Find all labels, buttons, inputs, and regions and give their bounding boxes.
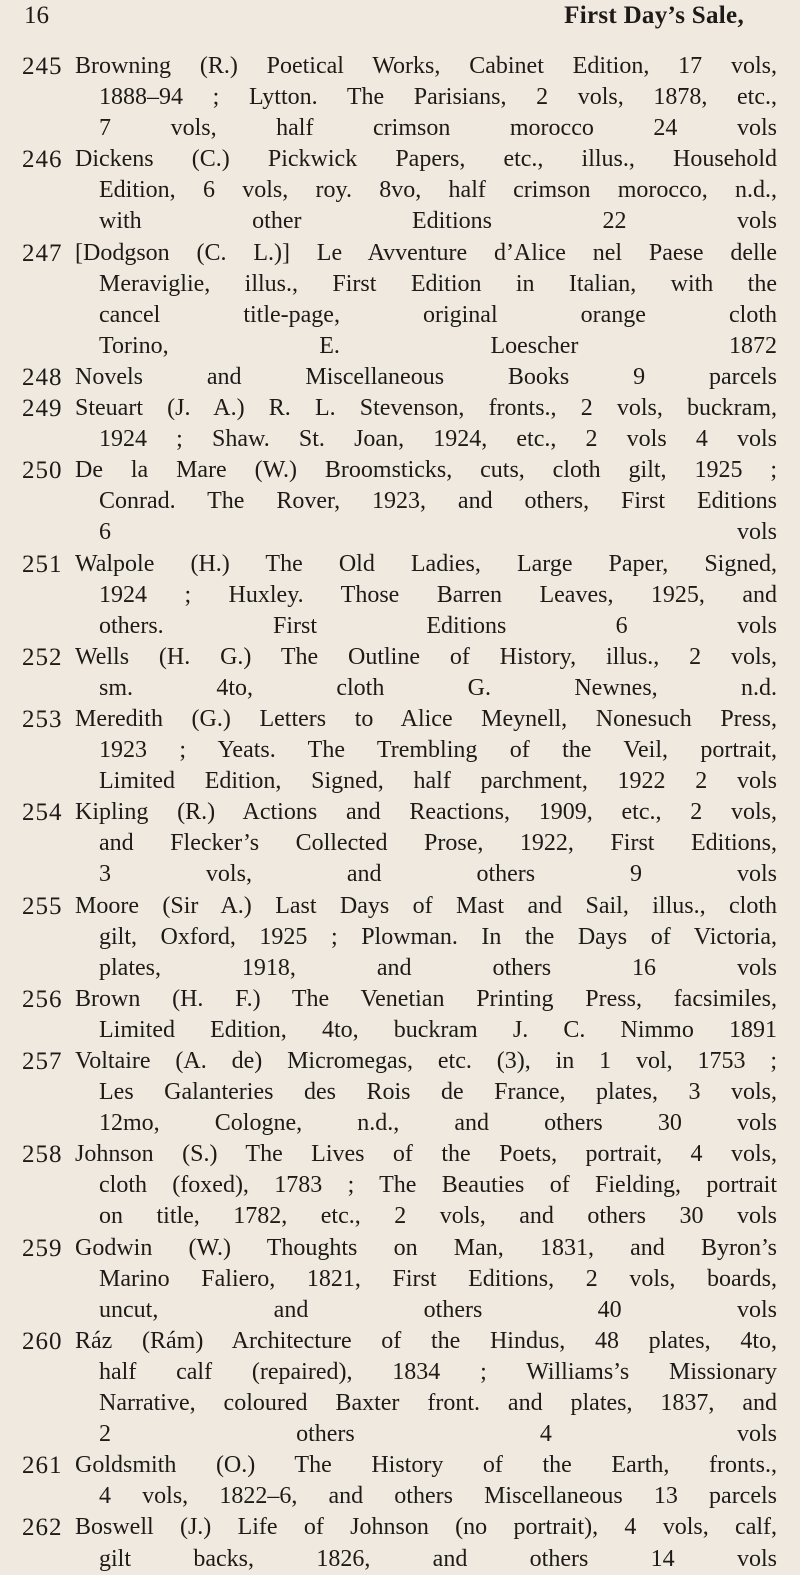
lot-number: 245 bbox=[22, 53, 63, 80]
lot-description-line: Conrad. The Rover, 1923, and others, First Editions bbox=[99, 488, 777, 515]
lot-description bbox=[75, 144, 777, 237]
lot-description-line: Steuart (J. A.) R. L. Stevenson, fronts., 2 vols, buckram, bbox=[75, 395, 777, 422]
lot-description-line: [Dodgson (C. L.)] Le Avventure d’Alice nel Paese delle bbox=[75, 239, 777, 266]
lot-entry bbox=[0, 642, 800, 704]
lot-entry bbox=[0, 797, 800, 890]
lot-description-line: Narrative, coloured Baxter front. and plates, 1837, and bbox=[99, 1390, 777, 1417]
page-number: 16 bbox=[24, 2, 49, 29]
lot-entry bbox=[0, 1139, 800, 1232]
lot-description-line: 1924 ; Huxley. Those Barren Leaves, 1925, and bbox=[99, 581, 777, 608]
lot-description bbox=[75, 455, 777, 548]
lot-number: 259 bbox=[22, 1234, 63, 1262]
lot-description bbox=[75, 393, 777, 455]
lot-description bbox=[75, 704, 777, 797]
lot-description bbox=[75, 891, 777, 984]
lot-description-line: Dickens (C.) Pickwick Papers, etc., illus., Household bbox=[75, 146, 777, 173]
lot-number: 247 bbox=[22, 239, 63, 267]
lot-number: 261 bbox=[22, 1452, 63, 1480]
lot-entry bbox=[0, 984, 800, 1046]
lot-description-line: 1888–94 ; Lytton. The Parisians, 2 vols, 1878, etc., bbox=[99, 84, 777, 111]
lot-number: 262 bbox=[22, 1514, 63, 1542]
lot-description-line: Limited Edition, Signed, half parchment, 1922 2 vols bbox=[99, 768, 777, 795]
lot-number: 255 bbox=[22, 892, 63, 920]
lot-list bbox=[0, 51, 800, 1575]
lot-description-line: and Flecker’s Collected Prose, 1922, First Editions, bbox=[99, 830, 777, 857]
lot-entry bbox=[0, 238, 800, 362]
lot-description-line: uncut, and others 40 vols bbox=[99, 1296, 777, 1323]
lot-description-line: Browning (R.) Poetical Works, Cabinet Edition, 17 vols, bbox=[75, 53, 777, 79]
lot-number: 254 bbox=[22, 799, 63, 827]
lot-description-line: Limited Edition, 4to, buckram J. C. Nimmo 1891 bbox=[99, 1016, 777, 1043]
lot-entry bbox=[0, 549, 800, 642]
lot-description-line: half calf (repaired), 1834 ; Williams’s Missionary bbox=[99, 1358, 777, 1385]
lot-description bbox=[75, 362, 777, 393]
lot-number: 260 bbox=[22, 1327, 63, 1355]
lot-number: 248 bbox=[22, 363, 63, 391]
lot-description bbox=[75, 1139, 777, 1232]
lot-description-line: Godwin (W.) Thoughts on Man, 1831, and Byron’s bbox=[75, 1234, 777, 1261]
lot-entry bbox=[0, 1326, 800, 1450]
lot-description-line: Johnson (S.) The Lives of the Poets, portrait, 4 vols, bbox=[75, 1141, 777, 1168]
lot-description-line: cloth (foxed), 1783 ; The Beauties of Fielding, portrait bbox=[99, 1172, 777, 1199]
lot-description bbox=[75, 984, 777, 1046]
lot-description-line: Wells (H. G.) The Outline of History, illus., 2 vols, bbox=[75, 643, 777, 670]
lot-entry bbox=[0, 1046, 800, 1139]
lot-description-line: Les Galanteries des Rois de France, plates, 3 vols, bbox=[99, 1079, 777, 1106]
lot-number: 249 bbox=[22, 395, 63, 423]
lot-description bbox=[75, 1512, 777, 1574]
lot-description-line: Walpole (H.) The Old Ladies, Large Paper, Signed, bbox=[75, 550, 777, 577]
lot-description-line: Goldsmith (O.) The History of the Earth, fronts., bbox=[75, 1452, 777, 1479]
lot-description-line: Ráz (Rám) Architecture of the Hindus, 48 plates, 4to, bbox=[75, 1327, 777, 1354]
lot-entry bbox=[0, 1512, 800, 1574]
lot-description-line: Marino Faliero, 1821, First Editions, 2 vols, boards, bbox=[99, 1265, 777, 1292]
lot-description-line: Meraviglie, illus., First Edition in Italian, with the bbox=[99, 270, 777, 297]
lot-description bbox=[75, 51, 777, 144]
lot-description bbox=[75, 1326, 777, 1450]
lot-description-line: Moore (Sir A.) Last Days of Mast and Sail, illus., cloth bbox=[75, 892, 777, 919]
lot-description-line: 4 vols, 1822–6, and others Miscellaneous 13 parcels bbox=[99, 1483, 777, 1510]
lot-description-line: plates, 1918, and others 16 vols bbox=[99, 954, 777, 981]
running-title: First Day’s Sale, bbox=[564, 2, 744, 29]
lot-number: 252 bbox=[22, 643, 63, 671]
lot-entry bbox=[0, 455, 800, 548]
lot-description-line: Torino, E. Loescher 1872 bbox=[99, 332, 777, 359]
lot-description-line: De la Mare (W.) Broomsticks, cuts, cloth gilt, 1925 ; bbox=[75, 457, 777, 484]
page-header bbox=[0, 2, 800, 42]
lot-description-line: 1924 ; Shaw. St. Joan, 1924, etc., 2 vols 4 vols bbox=[99, 426, 777, 453]
lot-description-line: 6 vols bbox=[99, 519, 777, 546]
lot-description bbox=[75, 1450, 777, 1512]
lot-description-line: gilt backs, 1826, and others 14 vols bbox=[99, 1545, 777, 1572]
lot-description-line: others. First Editions 6 vols bbox=[99, 612, 777, 639]
lot-description-line: sm. 4to, cloth G. Newnes, n.d. bbox=[99, 674, 777, 701]
lot-description-line: 7 vols, half crimson morocco 24 vols bbox=[99, 115, 777, 142]
lot-description-line: Voltaire (A. de) Micromegas, etc. (3), in 1 vol, 1753 ; bbox=[75, 1048, 777, 1074]
lot-description bbox=[75, 642, 777, 704]
lot-description bbox=[75, 238, 777, 362]
lot-description bbox=[75, 1046, 777, 1139]
lot-description-line: 3 vols, and others 9 vols bbox=[99, 861, 777, 888]
lot-number: 258 bbox=[22, 1141, 63, 1169]
lot-description-line: Novels and Miscellaneous Books 9 parcels bbox=[75, 363, 777, 390]
lot-entry bbox=[0, 393, 800, 455]
lot-description-line: on title, 1782, etc., 2 vols, and others 30 vols bbox=[99, 1203, 777, 1230]
lot-entry bbox=[0, 1450, 800, 1512]
lot-number: 257 bbox=[22, 1048, 63, 1075]
lot-description-line: 12mo, Cologne, n.d., and others 30 vols bbox=[99, 1110, 777, 1137]
lot-description-line: 1923 ; Yeats. The Trembling of the Veil, portrait, bbox=[99, 737, 777, 764]
lot-entry bbox=[0, 51, 800, 144]
lot-entry bbox=[0, 891, 800, 984]
lot-entry bbox=[0, 362, 800, 393]
lot-description-line: cancel title-page, original orange cloth bbox=[99, 301, 777, 328]
lot-description-line: Meredith (G.) Letters to Alice Meynell, Nonesuch Press, bbox=[75, 705, 777, 732]
lot-description-line: Kipling (R.) Actions and Reactions, 1909, etc., 2 vols, bbox=[75, 799, 777, 826]
lot-entry bbox=[0, 1233, 800, 1326]
lot-description-line: Brown (H. F.) The Venetian Printing Press, facsimiles, bbox=[75, 985, 777, 1012]
lot-description-line: with other Editions 22 vols bbox=[99, 208, 777, 235]
lot-description-line: gilt, Oxford, 1925 ; Plowman. In the Days of Victoria, bbox=[99, 923, 777, 950]
lot-description bbox=[75, 1233, 777, 1326]
lot-description-line: 2 others 4 vols bbox=[99, 1421, 777, 1448]
lot-description-line: Edition, 6 vols, roy. 8vo, half crimson morocco, n.d., bbox=[99, 177, 777, 204]
lot-number: 253 bbox=[22, 705, 63, 733]
lot-number: 246 bbox=[22, 146, 63, 174]
lot-number: 250 bbox=[22, 457, 63, 485]
lot-description-line: Boswell (J.) Life of Johnson (no portrait), 4 vols, calf, bbox=[75, 1514, 777, 1541]
lot-entry bbox=[0, 144, 800, 237]
lot-entry bbox=[0, 704, 800, 797]
lot-number: 256 bbox=[22, 985, 63, 1013]
lot-description bbox=[75, 797, 777, 890]
lot-number: 251 bbox=[22, 550, 63, 578]
lot-description bbox=[75, 549, 777, 642]
